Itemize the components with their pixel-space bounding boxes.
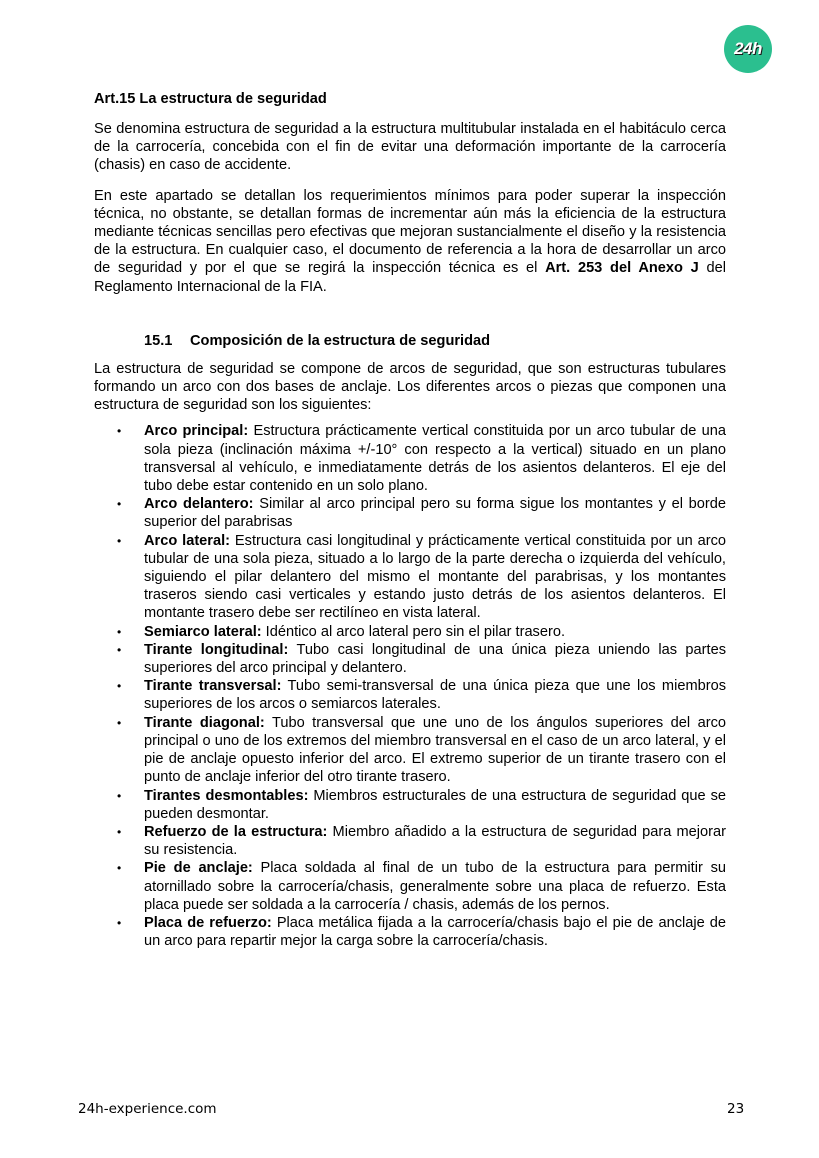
paragraph-requirements-text: En este apartado se detallan los requerimientos mínimos para poder superar la inspección técnica, no obstante, se detallan formas de incrementar aún más la eficiencia de la estructura mediante técnicas sencillas pero efectivas que mejoran sustancialmente el diseño y la resistencia de la estructura. En cualquier caso, el documento de referencia a la hora de desarrollar un arco de seguridad y por el que se regirá la inspección técnica es el <box>94 187 726 277</box>
footer-site: 24h-experience.com <box>78 1101 217 1117</box>
list-item <box>94 859 726 914</box>
list-item-term: Tirante longitudinal: <box>144 641 289 658</box>
list-item-text: Miembros estructurales de una estructura de seguridad que se pueden desmontar. <box>144 787 726 822</box>
list-item-term: Pie de anclaje: <box>144 860 253 877</box>
list-item-text: Estructura casi longitudinal y prácticamente vertical constituida por un arco tubular de una sola pieza, situado a lo largo de la parte derecha o izquierda del vehículo, siguiendo el pilar delantero del mismo el montante del parabrisas, y los montantes traseros siendo casi verticales y estando justo detrás de los asientos delanteros. El montante trasero debe ser rectilíneo en vista lateral. <box>144 532 726 622</box>
bullet-icon: • <box>117 679 122 694</box>
list-item-text: Placa metálica fijada a la carrocería/chasis bajo el pie de anclaje de un arco para repartir mejor la carga sobre la carrocería/chasis. <box>144 914 727 950</box>
regulation-reference: Art. 253 del Anexo J <box>545 260 699 277</box>
list-item <box>94 823 726 859</box>
list-item-term: Arco lateral: <box>144 532 231 549</box>
bullet-icon: • <box>117 424 122 439</box>
list-item-term: Tirante transversal: <box>144 678 282 695</box>
paragraph-definition: Se denomina estructura de seguridad a la estructura multitubular instalada en el habitáculo cerca de la carrocería, concebida con el fin de evitar una deformación importante de la carrocería (chasis) en caso de accidente. <box>94 121 726 174</box>
list-item-text: Tubo casi longitudinal de una única pieza uniendo las partes superiores del arco principal y delantero. <box>144 641 726 677</box>
list-item-text: Tubo semi-transversal de una única pieza que une los miembros superiores de los arcos o semiarcos laterales. <box>144 678 726 713</box>
list-item-term: Tirantes desmontables: <box>144 787 309 804</box>
section-title: Composición de la estructura de seguridad <box>190 332 491 349</box>
list-item <box>94 532 726 623</box>
list-item <box>94 641 726 677</box>
article-title: Art.15 La estructura de seguridad <box>94 91 327 107</box>
bullet-icon: • <box>117 715 122 730</box>
paragraph-requirements <box>94 187 726 296</box>
brand-logo <box>724 25 772 73</box>
bullet-icon: • <box>117 824 122 839</box>
list-item <box>94 623 726 641</box>
bullet-icon: • <box>117 533 122 548</box>
logo-text: 24h <box>734 39 762 58</box>
list-item-text: Miembro añadido a la estructura de seguridad para mejorar su resistencia. <box>144 823 726 859</box>
section-number: 15.1 <box>144 332 173 349</box>
list-item-text: Tubo transversal que une uno de los ángulos superiores del arco principal o uno de los extremos del miembro transversal en el caso de un arco lateral, y el pie de anclaje opuesto inferior del arco. El extremo superior de un tirante trasero con el punto de anclaje inferior del otro tirante trasero. <box>144 714 726 786</box>
list-item-term: Tirante diagonal: <box>144 714 265 731</box>
list-item-text: Estructura prácticamente vertical constituida por un arco tubular de una sola pieza (inclinación máxima +/-10° con respecto a la vertical) situado en un plano transversal al vehículo, e inmediatamente detrás de los asientos delanteros. El eje del tubo debe estar contenido en un solo plano. <box>144 423 727 495</box>
list-item-term: Arco delantero: <box>144 496 254 513</box>
list-item <box>94 714 726 787</box>
list-item-text: Placa soldada al final de un tubo de la estructura para permitir su atornillado sobre la carrocería/chasis, generalmente sobre una placa de refuerzo. Esta placa puede ser soldada a la carrocería / chasis, además de los pernos. <box>144 860 726 913</box>
bullet-icon: • <box>117 861 122 876</box>
paragraph-requirements-end: del Reglamento Internacional de la FIA. <box>94 260 726 295</box>
list-item <box>94 495 726 531</box>
list-item <box>94 677 726 713</box>
list-item-term: Refuerzo de la estructura: <box>144 823 328 840</box>
list-item-term: Semiarco lateral: <box>144 623 262 640</box>
list-item-text: Similar al arco principal pero su forma sigue los montantes y el borde superior del parabrisas <box>144 496 726 531</box>
bullet-icon: • <box>117 788 122 803</box>
list-item-term: Arco principal: <box>144 423 249 440</box>
list-item-term: Placa de refuerzo: <box>144 914 272 931</box>
bullet-icon: • <box>117 497 122 512</box>
bullet-icon: • <box>117 915 122 930</box>
bullet-icon: • <box>117 624 122 639</box>
list-item-text: Idéntico al arco lateral pero sin el pilar trasero. <box>261 623 566 640</box>
component-list <box>94 422 726 950</box>
section-heading <box>144 332 726 350</box>
list-item <box>94 914 726 950</box>
document-body <box>94 90 726 950</box>
section-intro: La estructura de seguridad se compone de arcos de seguridad, que son estructuras tubulares formando un arco con dos bases de anclaje. Los diferentes arcos o piezas que componen una estructura de seguridad son los siguientes: <box>94 360 726 414</box>
bullet-icon: • <box>117 642 122 657</box>
page-number: 23 <box>727 1101 745 1117</box>
list-item <box>94 422 726 495</box>
list-item <box>94 787 726 823</box>
